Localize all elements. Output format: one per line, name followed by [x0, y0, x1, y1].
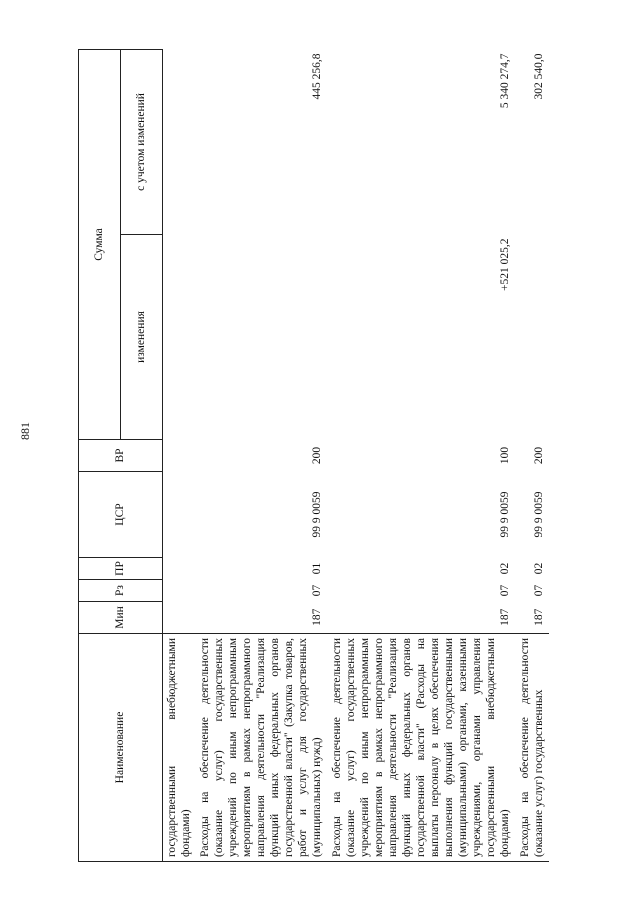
header-with-changes: с учетом изменений — [121, 49, 163, 234]
row-change: +521 025,2 — [499, 238, 512, 291]
page-number: 881 — [18, 422, 32, 440]
row-vr: 200 — [533, 446, 546, 465]
table-row — [327, 49, 515, 861]
rotated-page-content — [78, 50, 580, 862]
budget-table — [78, 49, 549, 862]
table-row-continuation — [163, 49, 196, 861]
row-rz: 07 — [311, 584, 324, 597]
row-total: 5 340 274,7 — [499, 53, 512, 109]
row-min: 187 — [311, 608, 324, 626]
header-rz: Рз — [79, 580, 163, 602]
row-min: 187 — [499, 608, 512, 626]
row-name: Расходы на обеспечение деятельности (оказание услуг) государственных учреждений по иным непрограммным мероприятиям в рамках непрограммного направления деятельности "Реализация функций иных федеральных органов государственной власти" (Расходы на выплаты персоналу в целях обеспечения выполнения функций государственными (муниципальными) органами, казенными учреждениями, органами управления государственными внебюджетными фондами) — [327, 634, 515, 862]
row-min: 187 — [533, 608, 546, 626]
row-pr: 01 — [311, 562, 324, 575]
row-pr: 02 — [533, 562, 546, 575]
header-min: Мин — [79, 602, 163, 634]
table-row — [515, 49, 549, 861]
row-vr: 200 — [311, 446, 324, 465]
row-name: Расходы на обеспечение деятельности (оказание услуг) государственных — [515, 634, 549, 862]
row-total: 445 256,8 — [311, 53, 324, 100]
continuation-text: государственными внебюджетными фондами) — [163, 634, 196, 862]
row-csr: 99 9 0059 — [499, 491, 512, 538]
row-rz: 07 — [533, 584, 546, 597]
header-csr: ЦСР — [79, 472, 163, 558]
row-pr: 02 — [499, 562, 512, 575]
row-vr: 100 — [499, 446, 512, 465]
header-sum: Сумма — [79, 49, 121, 439]
header-vr: ВР — [79, 440, 163, 472]
row-change — [515, 235, 549, 440]
row-csr: 99 9 0059 — [311, 491, 324, 538]
row-change — [195, 235, 327, 440]
row-total: 302 540,0 — [533, 53, 546, 100]
row-csr: 99 9 0059 — [533, 491, 546, 538]
header-change: изменения — [121, 235, 163, 440]
header-pr: ПР — [79, 558, 163, 580]
row-name: Расходы на обеспечение деятельности (оказание услуг) государственных учреждений по иным непрограммным мероприятиям в рамках непрограммного направления деятельности "Реализация функций иных федеральных органов государственной власти" (Закупка товаров, работ и услуг для государственных (муниципальных) нужд) — [195, 634, 327, 862]
row-rz: 07 — [499, 584, 512, 597]
header-name: Наименование — [79, 634, 163, 862]
table-row — [195, 49, 327, 861]
